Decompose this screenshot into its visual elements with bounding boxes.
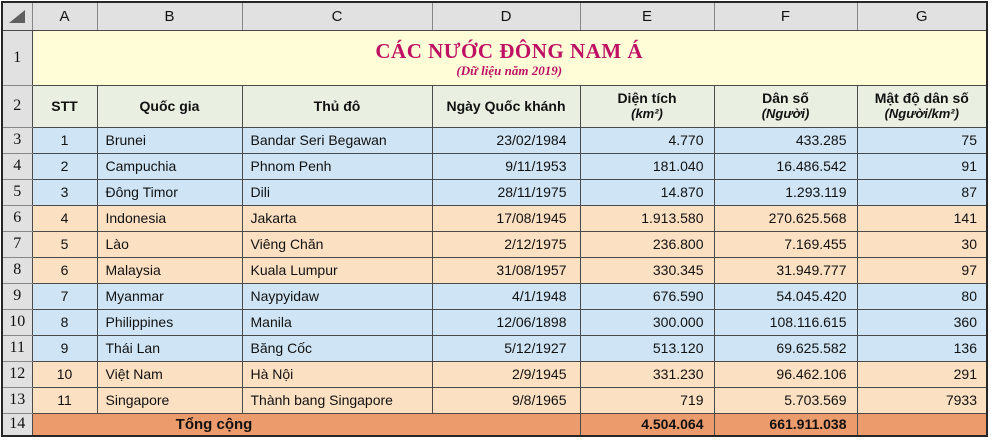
cell-population-8[interactable]: 108.116.615: [714, 309, 857, 335]
cell-national-day-8[interactable]: 12/06/1898: [432, 309, 580, 335]
total-row: [2, 413, 987, 436]
total-label-cell[interactable]: Tổng cộng: [32, 413, 580, 436]
header-capital[interactable]: Thủ đô: [242, 85, 432, 127]
select-all-icon: [9, 10, 25, 23]
cell-stt-7[interactable]: 7: [32, 283, 97, 309]
cell-country-8[interactable]: Philippines: [97, 309, 242, 335]
cell-area-11[interactable]: 719: [580, 387, 714, 413]
cell-area-7[interactable]: 676.590: [580, 283, 714, 309]
column-letter-row: [2, 2, 987, 30]
cell-country-4[interactable]: Indonesia: [97, 205, 242, 231]
cell-density-6[interactable]: 97: [857, 257, 987, 283]
cell-stt-10[interactable]: 10: [32, 361, 97, 387]
title-cell[interactable]: [32, 30, 987, 85]
column-header-e[interactable]: E: [580, 2, 714, 30]
header-area-unit: (km²): [631, 106, 663, 121]
table-header-row: [2, 85, 987, 127]
table-row: [2, 309, 987, 335]
cell-capital-8[interactable]: Manila: [242, 309, 432, 335]
header-density-unit: (Người/km²): [884, 106, 959, 121]
header-area[interactable]: [580, 85, 714, 127]
row-header-5[interactable]: 5: [2, 179, 32, 205]
table-row: [2, 335, 987, 361]
cell-area-9[interactable]: 513.120: [580, 335, 714, 361]
row-header-3[interactable]: 3: [2, 127, 32, 153]
row-header-4[interactable]: 4: [2, 153, 32, 179]
header-population[interactable]: [714, 85, 857, 127]
cell-capital-2[interactable]: Phnom Penh: [242, 153, 432, 179]
column-header-a[interactable]: A: [32, 2, 97, 30]
cell-density-8[interactable]: 360: [857, 309, 987, 335]
row-header-8[interactable]: 8: [2, 257, 32, 283]
cell-capital-3[interactable]: Dili: [242, 179, 432, 205]
row-header-9[interactable]: 9: [2, 283, 32, 309]
row-header-6[interactable]: 6: [2, 205, 32, 231]
header-population-label: Dân số: [762, 90, 809, 106]
cell-capital-9[interactable]: Băng Cốc: [242, 335, 432, 361]
cell-capital-6[interactable]: Kuala Lumpur: [242, 257, 432, 283]
row-header-11[interactable]: 11: [2, 335, 32, 361]
sheet-title: CÁC NƯỚC ĐÔNG NAM Á: [375, 38, 644, 63]
table-row: [2, 127, 987, 153]
cell-population-4[interactable]: 270.625.568: [714, 205, 857, 231]
select-all-corner[interactable]: [2, 2, 32, 30]
header-population-unit: (Người): [761, 106, 810, 121]
cell-stt-9[interactable]: 9: [32, 335, 97, 361]
title-row: [2, 30, 987, 85]
cell-area-2[interactable]: 181.040: [580, 153, 714, 179]
row-header-14[interactable]: 14: [2, 413, 32, 436]
row-header-12[interactable]: 12: [2, 361, 32, 387]
cell-national-day-10[interactable]: 2/9/1945: [432, 361, 580, 387]
cell-capital-1[interactable]: Bandar Seri Begawan: [242, 127, 432, 153]
cell-country-9[interactable]: Thái Lan: [97, 335, 242, 361]
table-row: [2, 153, 987, 179]
cell-stt-5[interactable]: 5: [32, 231, 97, 257]
column-header-c[interactable]: C: [242, 2, 432, 30]
cell-population-9[interactable]: 69.625.582: [714, 335, 857, 361]
cell-stt-3[interactable]: 3: [32, 179, 97, 205]
row-header-7[interactable]: 7: [2, 231, 32, 257]
table-row: [2, 387, 987, 413]
cell-national-day-2[interactable]: 9/11/1953: [432, 153, 580, 179]
cell-national-day-3[interactable]: 28/11/1975: [432, 179, 580, 205]
cell-country-1[interactable]: Brunei: [97, 127, 242, 153]
cell-density-10[interactable]: 291: [857, 361, 987, 387]
cell-area-5[interactable]: 236.800: [580, 231, 714, 257]
column-header-d[interactable]: D: [432, 2, 580, 30]
cell-country-7[interactable]: Myanmar: [97, 283, 242, 309]
cell-population-6[interactable]: 31.949.777: [714, 257, 857, 283]
cell-population-1[interactable]: 433.285: [714, 127, 857, 153]
cell-density-3[interactable]: 87: [857, 179, 987, 205]
cell-density-4[interactable]: 141: [857, 205, 987, 231]
cell-capital-4[interactable]: Jakarta: [242, 205, 432, 231]
total-density-cell[interactable]: [857, 413, 987, 436]
cell-density-5[interactable]: 30: [857, 231, 987, 257]
total-population-cell[interactable]: 661.911.038: [714, 413, 857, 436]
row-header-1[interactable]: 1: [2, 30, 32, 85]
table-row: [2, 205, 987, 231]
cell-population-5[interactable]: 7.169.455: [714, 231, 857, 257]
cell-national-day-1[interactable]: 23/02/1984: [432, 127, 580, 153]
header-density-label: Mật độ dân số: [874, 90, 969, 106]
cell-population-10[interactable]: 96.462.106: [714, 361, 857, 387]
cell-area-3[interactable]: 14.870: [580, 179, 714, 205]
cell-country-6[interactable]: Malaysia: [97, 257, 242, 283]
table-row: [2, 231, 987, 257]
row-header-13[interactable]: 13: [2, 387, 32, 413]
cell-density-2[interactable]: 91: [857, 153, 987, 179]
cell-country-10[interactable]: Việt Nam: [97, 361, 242, 387]
header-stt[interactable]: STT: [32, 85, 97, 127]
cell-capital-10[interactable]: Hà Nội: [242, 361, 432, 387]
cell-density-9[interactable]: 136: [857, 335, 987, 361]
header-density[interactable]: [857, 85, 987, 127]
cell-density-7[interactable]: 80: [857, 283, 987, 309]
column-header-g[interactable]: G: [857, 2, 987, 30]
cell-population-7[interactable]: 54.045.420: [714, 283, 857, 309]
cell-country-3[interactable]: Đông Timor: [97, 179, 242, 205]
cell-density-11[interactable]: 7933: [857, 387, 987, 413]
sheet-subtitle: (Dữ liệu năm 2019): [456, 62, 563, 78]
cell-area-6[interactable]: 330.345: [580, 257, 714, 283]
table-row: [2, 257, 987, 283]
cell-country-11[interactable]: Singapore: [97, 387, 242, 413]
header-country[interactable]: Quốc gia: [97, 85, 242, 127]
row-header-10[interactable]: 10: [2, 309, 32, 335]
cell-national-day-4[interactable]: 17/08/1945: [432, 205, 580, 231]
cell-population-11[interactable]: 5.703.569: [714, 387, 857, 413]
cell-national-day-5[interactable]: 2/12/1975: [432, 231, 580, 257]
cell-stt-1[interactable]: 1: [32, 127, 97, 153]
table-row: [2, 283, 987, 309]
cell-capital-5[interactable]: Viêng Chăn: [242, 231, 432, 257]
row-header-2[interactable]: 2: [2, 85, 32, 127]
spreadsheet-table: [1, 1, 988, 437]
cell-capital-7[interactable]: Naypyidaw: [242, 283, 432, 309]
cell-national-day-6[interactable]: 31/08/1957: [432, 257, 580, 283]
total-area-cell[interactable]: 4.504.064: [580, 413, 714, 436]
cell-population-3[interactable]: 1.293.119: [714, 179, 857, 205]
cell-area-4[interactable]: 1.913.580: [580, 205, 714, 231]
table-row: [2, 361, 987, 387]
cell-density-1[interactable]: 75: [857, 127, 987, 153]
cell-stt-8[interactable]: 8: [32, 309, 97, 335]
column-header-b[interactable]: B: [97, 2, 242, 30]
cell-country-2[interactable]: Campuchia: [97, 153, 242, 179]
cell-stt-11[interactable]: 11: [32, 387, 97, 413]
cell-country-5[interactable]: Lào: [97, 231, 242, 257]
header-national-day[interactable]: Ngày Quốc khánh: [432, 85, 580, 127]
cell-area-1[interactable]: 4.770: [580, 127, 714, 153]
column-header-f[interactable]: F: [714, 2, 857, 30]
cell-national-day-7[interactable]: 4/1/1948: [432, 283, 580, 309]
cell-capital-11[interactable]: Thành bang Singapore: [242, 387, 432, 413]
cell-stt-2[interactable]: 2: [32, 153, 97, 179]
cell-population-2[interactable]: 16.486.542: [714, 153, 857, 179]
cell-stt-4[interactable]: 4: [32, 205, 97, 231]
cell-national-day-11[interactable]: 9/8/1965: [432, 387, 580, 413]
table-row: [2, 179, 987, 205]
cell-stt-6[interactable]: 6: [32, 257, 97, 283]
header-area-label: Diện tích: [617, 90, 677, 106]
cell-national-day-9[interactable]: 5/12/1927: [432, 335, 580, 361]
cell-area-8[interactable]: 300.000: [580, 309, 714, 335]
cell-area-10[interactable]: 331.230: [580, 361, 714, 387]
